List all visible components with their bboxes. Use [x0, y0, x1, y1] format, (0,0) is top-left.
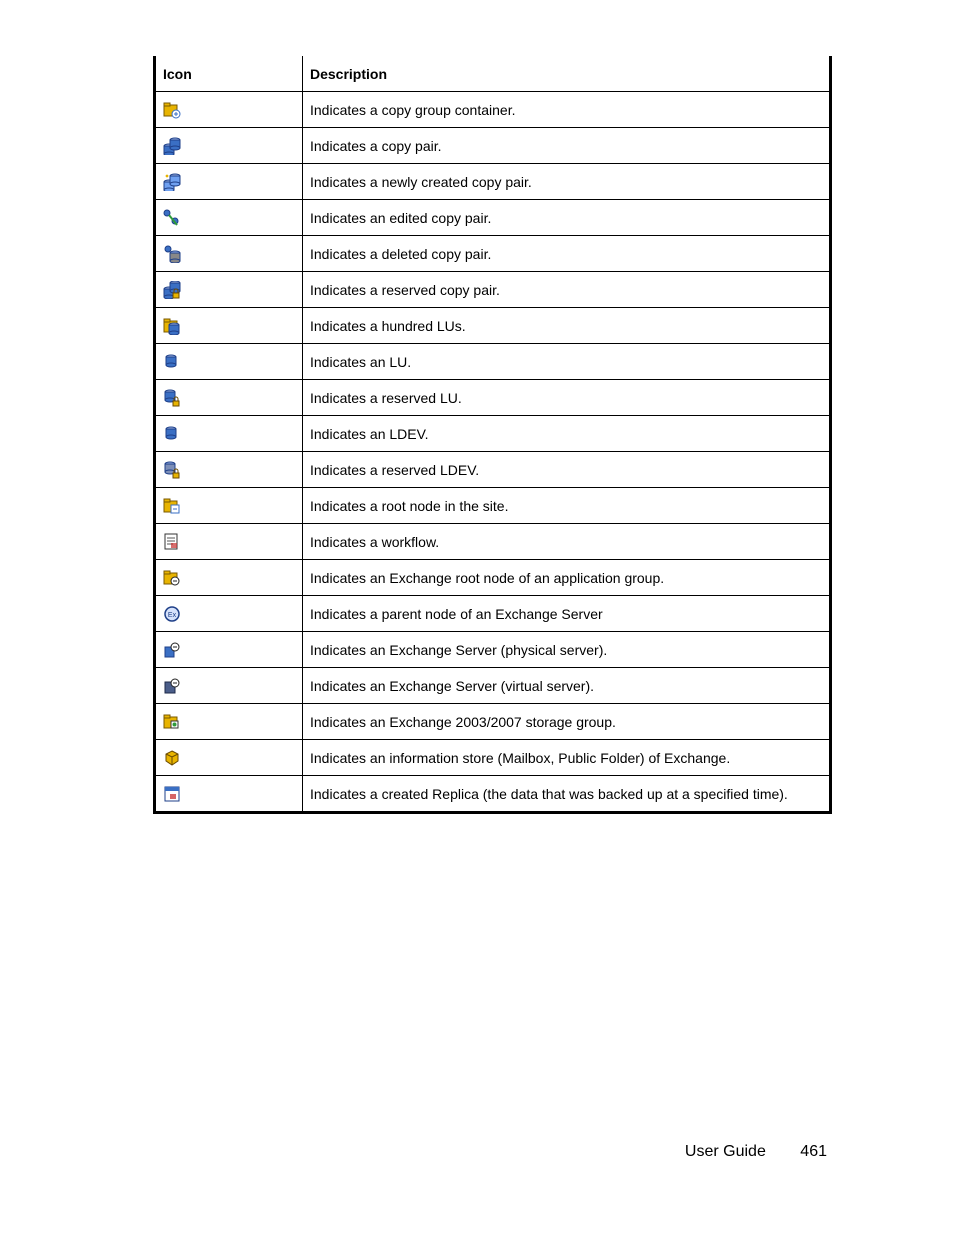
table-row — [155, 380, 831, 416]
table-body — [155, 92, 831, 813]
table-row — [155, 200, 831, 236]
icon-cell — [155, 164, 303, 200]
description-cell: Indicates an edited copy pair. — [303, 200, 831, 236]
hundred-lus-icon — [163, 317, 181, 335]
icon-cell — [155, 632, 303, 668]
icon-cell — [155, 128, 303, 164]
icon-column-header: Icon — [155, 56, 303, 92]
description-cell: Indicates an LU. — [303, 344, 831, 380]
icon-cell — [155, 344, 303, 380]
description-cell: Indicates a copy group container. — [303, 92, 831, 128]
description-cell: Indicates a deleted copy pair. — [303, 236, 831, 272]
table-row — [155, 308, 831, 344]
description-cell: Indicates an Exchange 2003/2007 storage group. — [303, 704, 831, 740]
table-row — [155, 776, 831, 813]
icon-cell — [155, 668, 303, 704]
description-cell: Indicates a created Replica (the data that was backed up at a specified time). — [303, 776, 831, 813]
icon-cell — [155, 560, 303, 596]
table-row — [155, 524, 831, 560]
page-footer — [685, 1143, 827, 1161]
table-row — [155, 488, 831, 524]
page-number: 461 — [800, 1143, 827, 1160]
description-cell: Indicates an Exchange root node of an application group. — [303, 560, 831, 596]
table-row — [155, 452, 831, 488]
table-row — [155, 596, 831, 632]
table-row — [155, 272, 831, 308]
copy-pair-icon — [163, 137, 181, 155]
replica-icon — [163, 785, 181, 803]
reserved-ldev-icon — [163, 461, 181, 479]
icon-cell — [155, 416, 303, 452]
copy-group-container-icon — [163, 101, 181, 119]
description-cell: Indicates a workflow. — [303, 524, 831, 560]
icon-cell — [155, 272, 303, 308]
description-cell: Indicates a hundred LUs. — [303, 308, 831, 344]
exchange-parent-node-icon — [163, 605, 181, 623]
ldev-icon — [163, 425, 181, 443]
deleted-copy-pair-icon — [163, 245, 181, 263]
lu-icon — [163, 353, 181, 371]
table-row — [155, 740, 831, 776]
icon-cell — [155, 236, 303, 272]
description-cell: Indicates a root node in the site. — [303, 488, 831, 524]
workflow-icon — [163, 533, 181, 551]
description-cell: Indicates a reserved LDEV. — [303, 452, 831, 488]
description-cell: Indicates an information store (Mailbox, Public Folder) of Exchange. — [303, 740, 831, 776]
icon-cell — [155, 308, 303, 344]
icon-cell — [155, 740, 303, 776]
description-cell: Indicates a parent node of an Exchange Server — [303, 596, 831, 632]
table-row — [155, 164, 831, 200]
table-row — [155, 236, 831, 272]
icon-cell — [155, 776, 303, 813]
icon-cell — [155, 488, 303, 524]
site-root-node-icon — [163, 497, 181, 515]
table-row — [155, 344, 831, 380]
icon-cell — [155, 380, 303, 416]
icon-cell — [155, 704, 303, 740]
description-column-header: Description — [303, 56, 831, 92]
description-cell: Indicates an Exchange Server (physical server). — [303, 632, 831, 668]
edited-copy-pair-icon — [163, 209, 181, 227]
table-row — [155, 560, 831, 596]
icon-table-container — [153, 56, 829, 814]
reserved-lu-icon — [163, 389, 181, 407]
information-store-icon — [163, 749, 181, 767]
exchange-physical-server-icon — [163, 641, 181, 659]
svg-text:Ex: Ex — [167, 611, 177, 619]
table-row — [155, 92, 831, 128]
table-row — [155, 704, 831, 740]
icon-cell — [155, 92, 303, 128]
description-cell: Indicates an Exchange Server (virtual server). — [303, 668, 831, 704]
reserved-copy-pair-icon — [163, 281, 181, 299]
table-row — [155, 416, 831, 452]
icon-cell — [155, 524, 303, 560]
table-row — [155, 632, 831, 668]
description-cell: Indicates a reserved LU. — [303, 380, 831, 416]
table-row — [155, 668, 831, 704]
description-cell: Indicates an LDEV. — [303, 416, 831, 452]
exchange-virtual-server-icon — [163, 677, 181, 695]
table-header-row — [155, 56, 831, 92]
table-row — [155, 128, 831, 164]
icon-table — [153, 56, 832, 814]
new-copy-pair-icon — [163, 173, 181, 191]
exchange-root-node-icon — [163, 569, 181, 587]
footer-guide-title: User Guide — [684, 1143, 766, 1160]
description-cell: Indicates a copy pair. — [303, 128, 831, 164]
icon-cell — [155, 596, 303, 632]
icon-cell — [155, 452, 303, 488]
exchange-storage-group-icon — [163, 713, 181, 731]
description-cell: Indicates a reserved copy pair. — [303, 272, 831, 308]
icon-cell — [155, 200, 303, 236]
description-cell: Indicates a newly created copy pair. — [303, 164, 831, 200]
